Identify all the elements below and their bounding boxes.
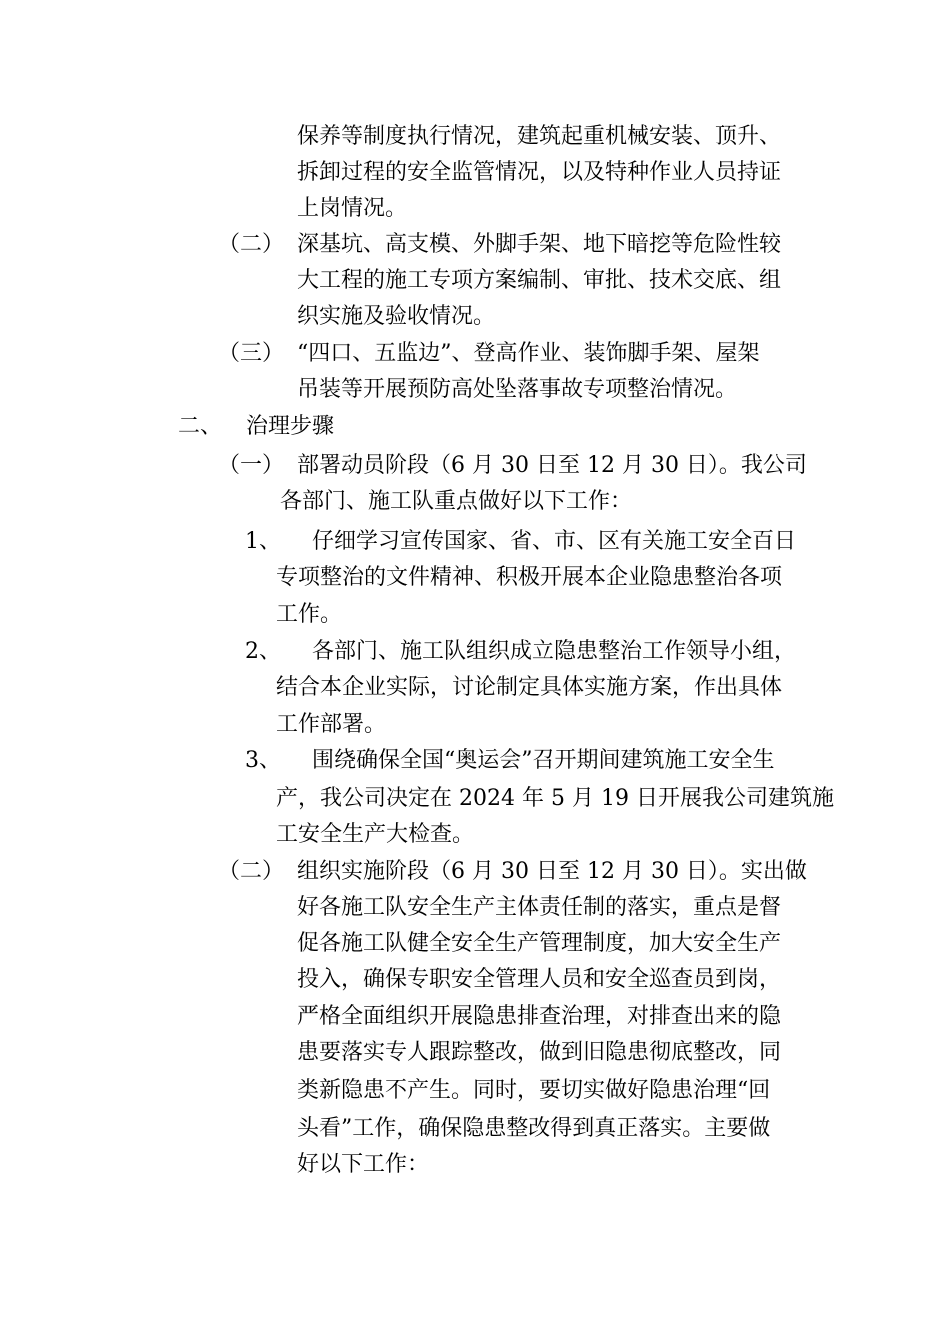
- line-text: 好各施工队安全生产主体责任制的落实，重点是督: [297, 895, 782, 920]
- list-marker: 2、: [245, 639, 281, 664]
- line-text: 促各施工队健全安全生产管理制度，加大安全生产: [297, 931, 782, 956]
- line-text: 患要落实专人跟踪整改，做到旧隐患彻底整改，同: [297, 1040, 782, 1065]
- list-marker: （二）: [218, 232, 285, 257]
- line-text: 头看”工作，确保隐患整改得到真正落实。主要做: [297, 1116, 771, 1141]
- line-text: 工安全生产大检查。: [276, 822, 475, 847]
- line-text: 产，我公司决定在 2024 年 5 月 19 日开展我公司建筑施: [276, 786, 834, 811]
- line-text: 保养等制度执行情况，建筑起重机械安装、顶升、: [297, 124, 782, 149]
- line-text: 组织实施阶段（6 月 30 日至 12 月 30 日）。实出做: [297, 859, 807, 884]
- heading-text: 治理步骤: [246, 414, 335, 439]
- line-text: 大工程的施工专项方案编制、审批、技术交底、组: [297, 268, 782, 293]
- line-text: “四口、五监边”、登高作业、装饰脚手架、屋架: [297, 341, 760, 366]
- line-text: 专项整治的文件精神、积极开展本企业隐患整治各项: [276, 565, 783, 590]
- line-text: 工作。: [276, 602, 343, 627]
- list-marker: （一）: [218, 453, 285, 478]
- line-text: 投入，确保专职安全管理人员和安全巡查员到岗，: [297, 967, 782, 992]
- list-marker: 1、: [245, 529, 281, 554]
- list-marker: （三）: [218, 341, 285, 366]
- heading-marker: 二、: [178, 414, 223, 439]
- line-text: 各部门、施工队重点做好以下工作：: [280, 489, 633, 514]
- line-text: 仔细学习宣传国家、省、市、区有关施工安全百日: [312, 529, 797, 554]
- list-marker: （二）: [218, 859, 285, 884]
- line-text: 严格全面组织开展隐患排查治理，对排查出来的隐: [297, 1004, 782, 1029]
- line-text: 好以下工作：: [297, 1152, 430, 1177]
- line-text: 拆卸过程的安全监管情况，以及特种作业人员持证: [297, 160, 782, 185]
- line-text: 上岗情况。: [297, 196, 408, 221]
- line-text: 各部门、施工队组织成立隐患整治工作领导小组，: [312, 639, 797, 664]
- line-text: 部署动员阶段（6 月 30 日至 12 月 30 日）。我公司: [297, 453, 807, 478]
- line-text: 吊装等开展预防高处坠落事故专项整治情况。: [297, 377, 738, 402]
- line-text: 工作部署。: [276, 712, 387, 737]
- line-text: 结合本企业实际，讨论制定具体实施方案，作出具体: [276, 675, 783, 700]
- line-text: 织实施及验收情况。: [297, 304, 496, 329]
- list-marker: 3、: [245, 748, 281, 773]
- line-text: 围绕确保全国“奥运会”召开期间建筑施工安全生: [312, 748, 775, 773]
- line-text: 类新隐患不产生。同时，要切实做好隐患治理“回: [297, 1078, 771, 1103]
- line-text: 深基坑、高支模、外脚手架、地下暗挖等危险性较: [297, 232, 782, 257]
